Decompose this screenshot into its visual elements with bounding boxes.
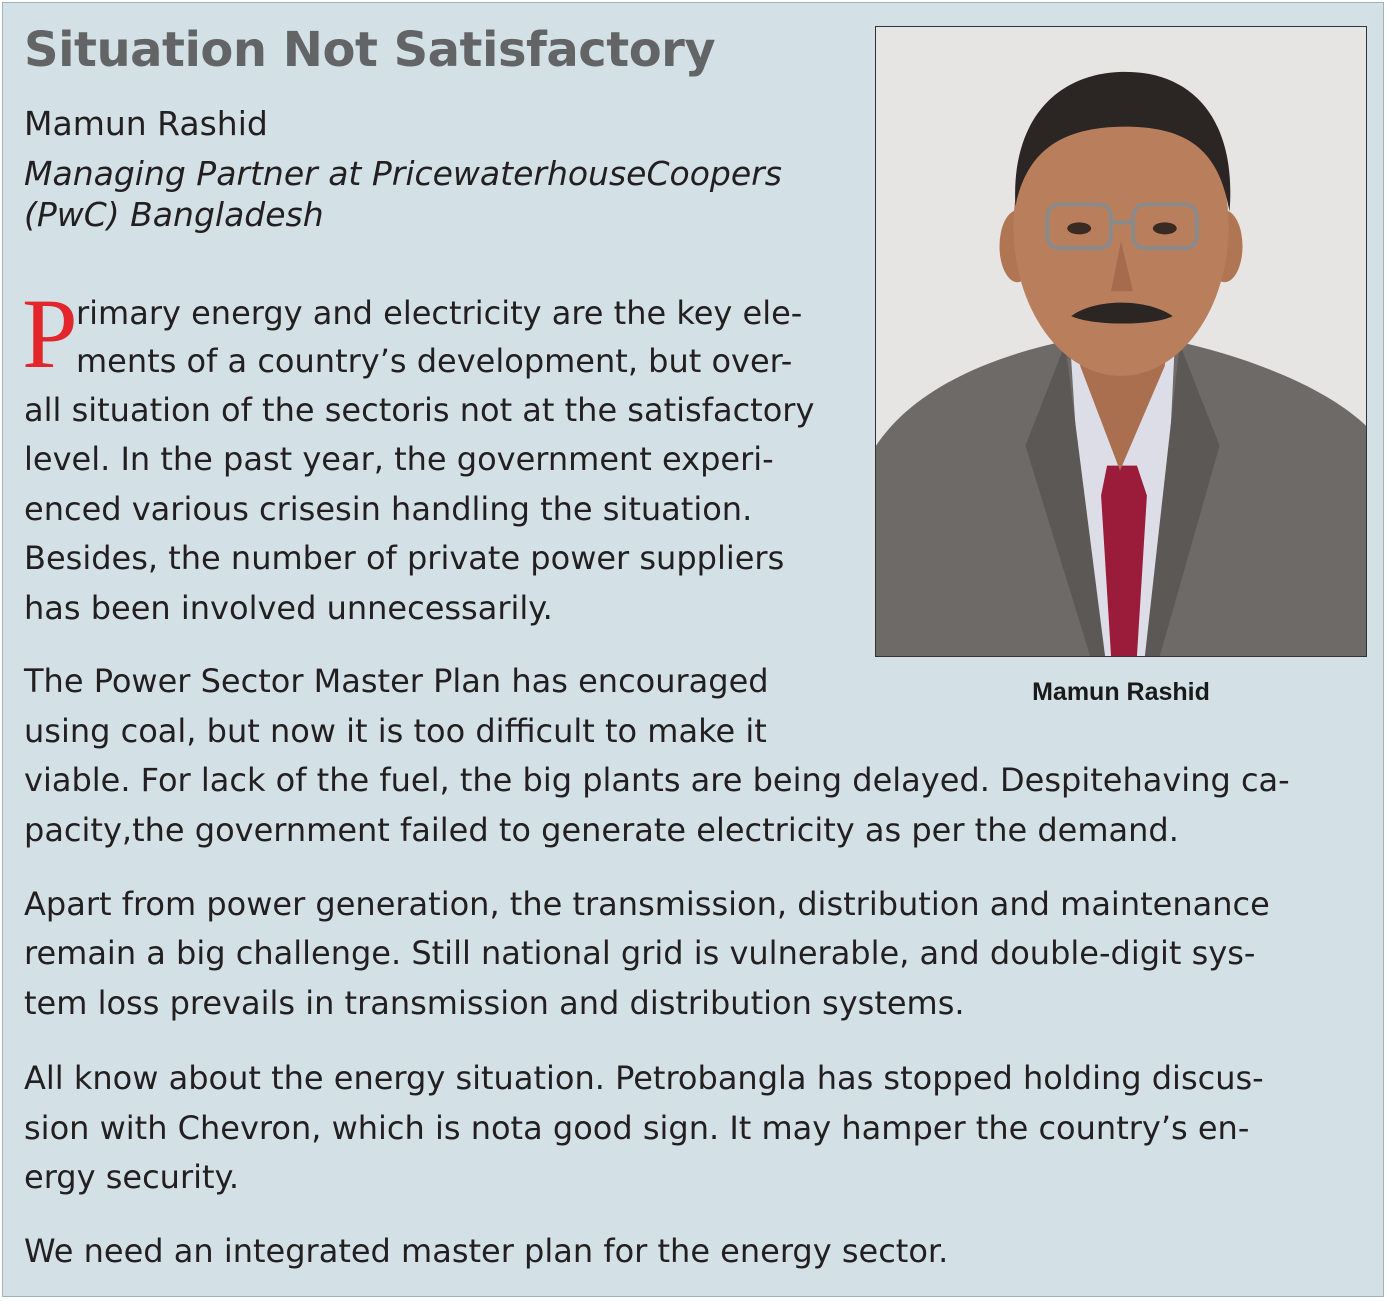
author-name: Mamun Rashid: [24, 104, 268, 143]
paragraph-line: using coal, but now it is too difficult to make it: [24, 712, 767, 750]
paragraph-line: tem loss prevails in transmission and distribution systems.: [24, 984, 965, 1022]
paragraph-line: Apart from power generation, the transmission, distribution and maintenance: [24, 885, 1270, 923]
right-eye: [1153, 222, 1177, 234]
article-title: Situation Not Satisfactory: [24, 22, 716, 78]
author-role-line: Managing Partner at PricewaterhouseCoopers: [24, 154, 782, 193]
paragraph-line: ergy security.: [24, 1158, 240, 1196]
paragraph-line: We need an integrated master plan for the energy sector.: [24, 1232, 949, 1270]
paragraph-line: pacity,the government failed to generate electricity as per the demand.: [24, 811, 1179, 849]
photo-caption: Mamun Rashid: [1032, 678, 1210, 706]
paragraph-line: enced various crisesin handling the situation.: [24, 490, 753, 528]
paragraph-line: Besides, the number of private power suppliers: [24, 539, 785, 577]
drop-cap: P: [22, 278, 78, 389]
paragraph-line: All know about the energy situation. Petrobangla has stopped holding discus-: [24, 1059, 1264, 1097]
author-role-line: (PwC) Bangladesh: [24, 195, 324, 234]
paragraph-line: viable. For lack of the fuel, the big plants are being delayed. Despitehaving ca-: [24, 761, 1290, 799]
paragraph-line: ments of a country’s development, but over-: [76, 342, 793, 380]
paragraph-line: sion with Chevron, which is nota good sign. It may hamper the country’s en-: [24, 1109, 1250, 1147]
author-role: [24, 153, 854, 235]
paragraph-line: remain a big challenge. Still national grid is vulnerable, and double-digit sys-: [24, 934, 1256, 972]
author-photo: [875, 26, 1367, 657]
left-eye: [1067, 222, 1091, 234]
paragraph-line: The Power Sector Master Plan has encouraged: [24, 662, 769, 700]
paragraph-line: has been involved unnecessarily.: [24, 589, 553, 627]
paragraph-line: level. In the past year, the government experi-: [24, 440, 774, 478]
portrait-illustration: [876, 27, 1366, 656]
paragraph-line: rimary energy and electricity are the key ele-: [76, 294, 803, 332]
paragraph-line: all situation of the sectoris not at the satisfactory: [24, 391, 815, 429]
